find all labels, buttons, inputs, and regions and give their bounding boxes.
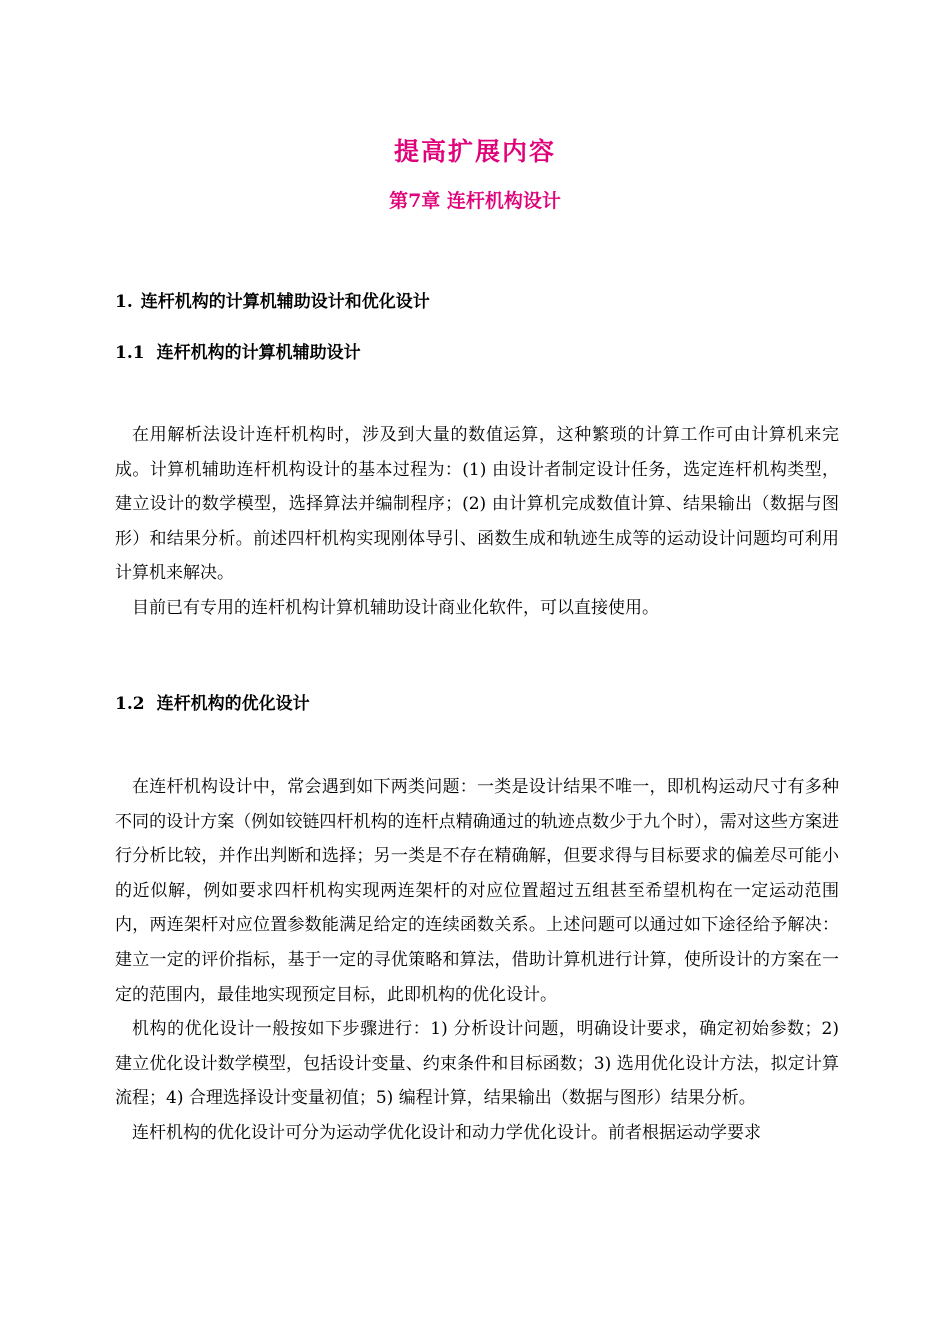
section-1-heading bbox=[115, 287, 430, 312]
section-1-number: 1. bbox=[115, 292, 133, 312]
paragraph: 机构的优化设计一般按如下步骤进行：1) 分析设计问题，明确设计要求，确定初始参数；2) 建立优化设计数学模型，包括设计变量、约束条件和目标函数；3) 选用优化设计方法，拟定计算流程；4) 合理选择设计变量初值；5) 编程计算，结果输出（数据与图形）结果分析。 bbox=[115, 1019, 839, 1109]
section-1-1-title: 连杆机构的计算机辅助设计 bbox=[156, 343, 361, 363]
section-1-1-number: 1.1 bbox=[115, 343, 145, 363]
paragraph: 连杆机构的优化设计可分为运动学优化设计和动力学优化设计。前者根据运动学要求 bbox=[132, 1122, 761, 1143]
paragraph: 在连杆机构设计中，常会遇到如下两类问题：一类是设计结果不唯一，即机构运动尺寸有多种不同的设计方案（例如铰链四杆机构的连杆点精确通过的轨迹点数少于九个时），需对这些方案进行分析比较，并作出判断和选择；另一类是不存在精确解，但要求得与目标要求的偏差尽可能小的近似解，例如要求四杆机构实现两连架杆的对应位置超过五组甚至希望机构在一定运动范围内，两连架杆对应位置参数能满足给定的连续函数关系。上述问题可以通过如下途径给予解决：建立一定的评价指标，基于一定的寻优策略和算法，借助计算机进行计算，使所设计的方案在一定的范围内，最佳地实现预定目标，此即机构的优化设计。 bbox=[115, 777, 839, 1005]
section-1-2-heading bbox=[115, 689, 310, 714]
section-1-2-title: 连杆机构的优化设计 bbox=[156, 694, 310, 714]
page-title: 提高扩展内容 bbox=[393, 137, 556, 166]
section-1-1-body bbox=[115, 418, 839, 626]
chapter-title: 第7章 连杆机构设计 bbox=[389, 190, 561, 212]
paragraph: 在用解析法设计连杆机构时，涉及到大量的数值运算，这种繁琐的计算工作可由计算机来完成。计算机辅助连杆机构设计的基本过程为：(1) 由设计者制定设计任务，选定连杆机构类型，建立设计的数学模型，选择算法并编制程序；(2) 由计算机完成数值计算、结果输出（数据与图形）和结果分析。前述四杆机构实现刚体导引、函数生成和轨迹生成等的运动设计问题均可利用计算机来解决。 bbox=[115, 425, 839, 584]
section-1-1-heading bbox=[115, 338, 361, 363]
section-1-title: 连杆机构的计算机辅助设计和优化设计 bbox=[140, 292, 430, 312]
section-1-2-number: 1.2 bbox=[115, 694, 145, 714]
section-1-2-body bbox=[115, 770, 839, 1151]
paragraph: 目前已有专用的连杆机构计算机辅助设计商业化软件，可以直接使用。 bbox=[132, 597, 659, 618]
